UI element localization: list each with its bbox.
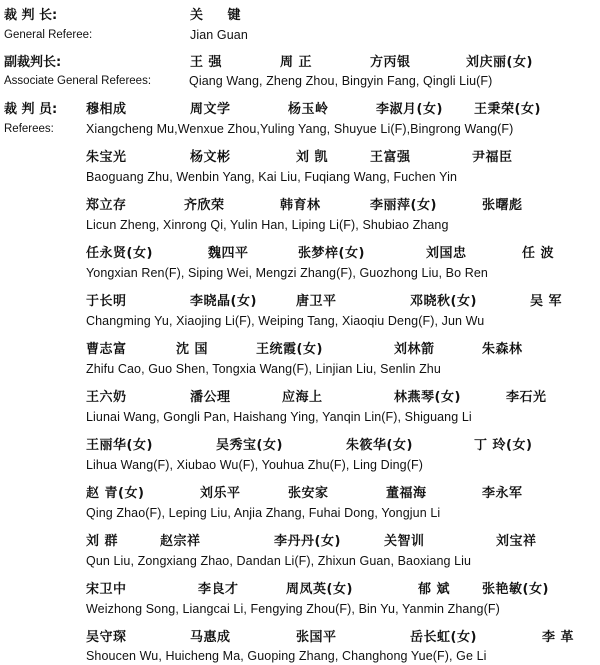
referee-name-zh: 王富强 (370, 150, 411, 165)
referee-name-zh: 潘公理 (190, 390, 231, 405)
referee-name-zh: 刘国忠 (426, 246, 467, 261)
referee-names-en: Changming Yu, Xiaojing Li(F), Weiping Tang, Xiaoqiu Deng(F), Jun Wu (86, 314, 485, 328)
referee-name-zh: 沈 国 (176, 342, 209, 357)
referee-names-en: Xiangcheng Mu,Wenxue Zhou,Yuling Yang, Shuyue Li(F),Bingrong Wang(F) (86, 122, 514, 136)
referee-name-zh: 张安家 (288, 486, 329, 501)
referee-name-zh: 朱筱华(女) (346, 438, 413, 453)
referee-name-zh: 邓晓秋(女) (410, 294, 477, 309)
referee-name-zh: 应海上 (282, 390, 323, 405)
referee-name-zh: 李晓晶(女) (190, 294, 257, 309)
referee-names-en: Shoucen Wu, Huicheng Ma, Guoping Zhang, Changhong Yue(F), Ge Li (86, 649, 487, 663)
referee-names-en: Qun Liu, Zongxiang Zhao, Dandan Li(F), Zhixun Guan, Baoxiang Liu (86, 554, 472, 568)
deputy-names-en: Qiang Wang, Zheng Zhou, Bingyin Fang, Qingli Liu(F) (189, 74, 493, 88)
referee-name-zh: 吴秀宝(女) (216, 438, 283, 453)
referees-label-zh: 裁 判 员: (4, 102, 58, 117)
referee-names-en: Yongxian Ren(F), Siping Wei, Mengzi Zhang(F), Guozhong Liu, Bo Ren (86, 266, 488, 280)
referee-name-zh: 李丽萍(女) (370, 198, 437, 213)
referee-name-zh: 李淑月(女) (376, 102, 443, 117)
referee-name-zh: 杨玉岭 (288, 102, 329, 117)
referee-name-zh: 魏四平 (208, 246, 249, 261)
deputy-label-en: Associate General Referees: (4, 75, 152, 87)
deputy-label-zh: 副裁判长: (4, 55, 62, 70)
referee-name-zh: 王秉荣(女) (474, 102, 541, 117)
referee-name-zh: 李石光 (506, 390, 547, 405)
referee-name-zh: 吴守琛 (86, 630, 127, 645)
referee-names-en: Qing Zhao(F), Leping Liu, Anjia Zhang, Fuhai Dong, Yongjun Li (86, 506, 441, 520)
referees-label-en: Referees: (4, 123, 54, 135)
referee-name-zh: 王丽华(女) (86, 438, 153, 453)
referee-name-zh: 李永军 (482, 486, 523, 501)
referee-name-zh: 韩育林 (280, 198, 321, 213)
referee-name-zh: 尹福臣 (472, 150, 513, 165)
referee-name-zh: 王六奶 (86, 390, 127, 405)
referee-name-zh: 李良才 (198, 582, 239, 597)
referee-names-en: Lihua Wang(F), Xiubao Wu(F), Youhua Zhu(F), Ling Ding(F) (86, 458, 423, 472)
referee-name-zh: 穆相成 (86, 102, 127, 117)
referee-name-zh: 齐欣荣 (184, 198, 225, 213)
referee-name-zh: 朱宝光 (86, 150, 127, 165)
referee-name-zh: 赵宗祥 (160, 534, 201, 549)
referee-name-zh: 林燕琴(女) (394, 390, 461, 405)
referee-name-zh: 任永贤(女) (86, 246, 153, 261)
referee-name-zh: 刘乐平 (200, 486, 241, 501)
referee-names-en: Weizhong Song, Liangcai Li, Fengying Zhou(F), Bin Yu, Yanmin Zhang(F) (86, 602, 500, 616)
referee-name-zh: 刘 凯 (296, 150, 329, 165)
referee-name-zh: 刘宝祥 (496, 534, 537, 549)
deputy-name-zh: 王 强 (190, 55, 223, 70)
referee-name-zh: 杨文彬 (190, 150, 231, 165)
referee-name-zh: 周凤英(女) (286, 582, 353, 597)
referee-name-zh: 张梦梓(女) (298, 246, 365, 261)
referee-name-zh: 董福海 (386, 486, 427, 501)
referee-name-zh: 曹志富 (86, 342, 127, 357)
referee-name-zh: 关智训 (384, 534, 425, 549)
referee-name-zh: 张曙彪 (482, 198, 523, 213)
referee-name-zh: 赵 青(女) (86, 486, 145, 501)
referee-name-zh: 朱森林 (482, 342, 523, 357)
referee-name-zh: 丁 玲(女) (474, 438, 533, 453)
referee-name-zh: 李丹丹(女) (274, 534, 341, 549)
deputy-name-zh: 周 正 (280, 55, 313, 70)
referee-names-en: Licun Zheng, Xinrong Qi, Yulin Han, Liping Li(F), Shubiao Zhang (86, 218, 449, 232)
referee-name-zh: 张艳敏(女) (482, 582, 549, 597)
referee-name-zh: 周文学 (190, 102, 231, 117)
referee-names-en: Zhifu Cao, Guo Shen, Tongxia Wang(F), Linjian Liu, Senlin Zhu (86, 362, 441, 376)
deputy-name-zh: 方丙银 (370, 55, 411, 70)
referee-name-zh: 岳长虹(女) (410, 630, 477, 645)
chief-label-en: General Referee: (4, 29, 93, 41)
chief-name-zh: 关 键 (190, 8, 251, 23)
referee-name-zh: 王统霞(女) (256, 342, 323, 357)
referee-name-zh: 郑立存 (86, 198, 127, 213)
referee-name-zh: 唐卫平 (296, 294, 337, 309)
referee-name-zh: 张国平 (296, 630, 337, 645)
referee-name-zh: 马惠成 (190, 630, 231, 645)
chief-label-zh: 裁 判 长: (4, 8, 58, 23)
referee-names-en: Baoguang Zhu, Wenbin Yang, Kai Liu, Fuqiang Wang, Fuchen Yin (86, 170, 458, 184)
referee-names-en: Liunai Wang, Gongli Pan, Haishang Ying, Yanqin Lin(F), Shiguang Li (86, 410, 472, 424)
referee-name-zh: 任 波 (522, 246, 555, 261)
referee-name-zh: 于长明 (86, 294, 127, 309)
referee-name-zh: 郁 斌 (418, 582, 451, 597)
deputy-name-zh: 刘庆丽(女) (466, 55, 533, 70)
referee-name-zh: 刘林箭 (394, 342, 435, 357)
referee-name-zh: 吴 军 (530, 294, 563, 309)
referee-name-zh: 宋卫中 (86, 582, 127, 597)
referee-name-zh: 刘 群 (86, 534, 119, 549)
referee-name-zh: 李 革 (542, 630, 575, 645)
chief-name-en: Jian Guan (190, 28, 248, 42)
